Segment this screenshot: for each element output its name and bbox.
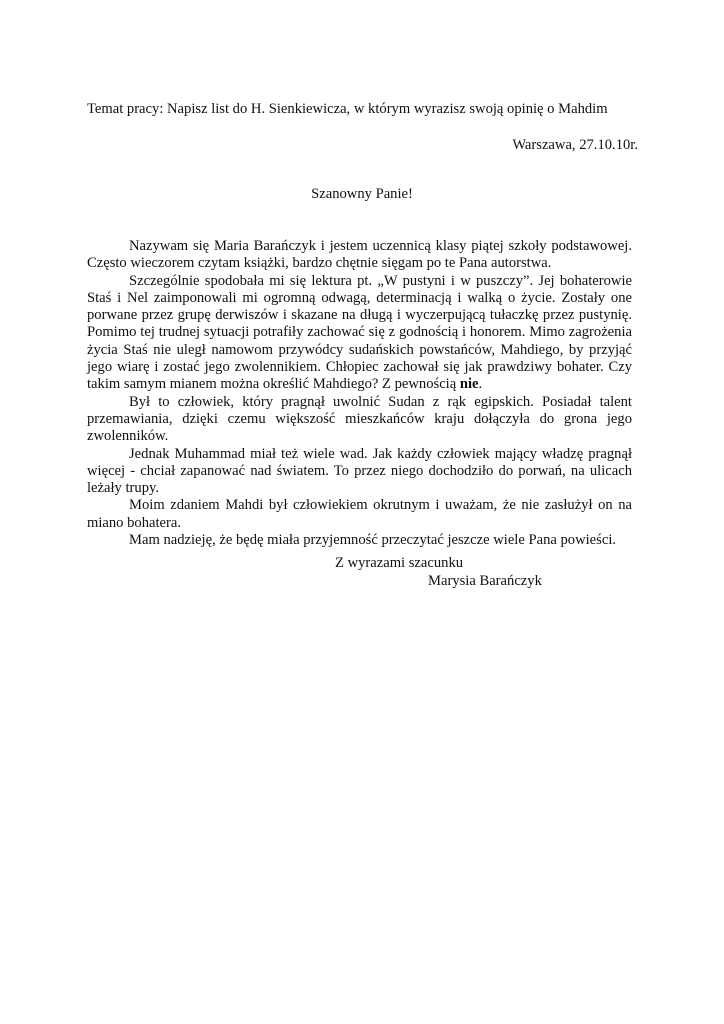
letter-line: przemawiania, dzięki czemu większość mieszkańców kraju dołączyła do grona jego: [87, 410, 632, 427]
letter-line: Moim zdaniem Mahdi był człowiekiem okrutnym i uważam, że nie zasłużył on na: [129, 497, 632, 514]
letter-line: Szczególnie spodobała mi się lektura pt. „W pustyni i w puszczy”. Jej bohaterowie: [129, 272, 632, 289]
letter-line: Jednak Muhammad miał też wiele wad. Jak każdy człowiek mający władzę pragnął: [129, 445, 632, 462]
letter-line: Był to człowiek, który pragnął uwolnić Sudan z rąk egipskich. Posiadał talent: [129, 393, 632, 410]
letter-line: życia Staś nie uległ namowom przywódcy sudańskich powstańców, Mahdiego, by przyjąć: [87, 341, 632, 358]
letter-line: Nazywam się Maria Barańczyk i jestem uczennicą klasy piątej szkoły podstawowej.: [129, 238, 632, 254]
closing-phrase: Z wyrazami szacunku: [335, 555, 464, 571]
letter-line: miano bohatera.: [87, 514, 182, 531]
letter-line: zwolenników.: [87, 428, 169, 445]
letter-line: Mam nadzieję, że będę miała przyjemność przeczytać jeszcze wiele Pana powieści.: [129, 532, 617, 549]
letter-line-text: takim samym mianem można określić Mahdiego? Z pewnością: [87, 376, 460, 393]
letter-line: Często wieczorem czytam książki, bardzo chętnie sięgam po te Pana autorstwa.: [87, 255, 552, 272]
letter-line: Staś i Nel zaimponowali mi ogromną odwagą, determinacją i walką o życie. Zostały one: [87, 289, 632, 306]
letter-line: leżały trupy.: [87, 480, 159, 497]
letter-line: Pomimo tej trudnej sytuacji potrafiły zachować się z godnością i honorem. Mimo zagrożenia: [87, 324, 632, 341]
salutation: Szanowny Panie!: [311, 186, 413, 202]
letter-line: więcej - chciał zapanować nad światem. To przez niego dochodziło do porwań, na ulicach: [87, 462, 632, 479]
assignment-topic: Temat pracy: Napisz list do H. Sienkiewicza, w którym wyrazisz swoją opinię o Mahdim: [87, 101, 608, 117]
signature: Marysia Barańczyk: [428, 573, 542, 589]
emphasized-answer: nie: [459, 376, 479, 393]
letter-line: porwane przez grupę derwiszów i skazane na długą i wyczerpującą tułaczkę przez pustynię.: [87, 307, 632, 324]
letter-line: [87, 376, 632, 393]
letter-body: [87, 238, 632, 549]
place-and-date: Warszawa, 27.10.10r.: [512, 137, 638, 153]
letter-line: jego wiarę i zostać jego zwolennikiem. Chłopiec zachował się jak prawdziwy bohater. Czy: [87, 359, 632, 376]
sentence-period: .: [478, 376, 483, 393]
